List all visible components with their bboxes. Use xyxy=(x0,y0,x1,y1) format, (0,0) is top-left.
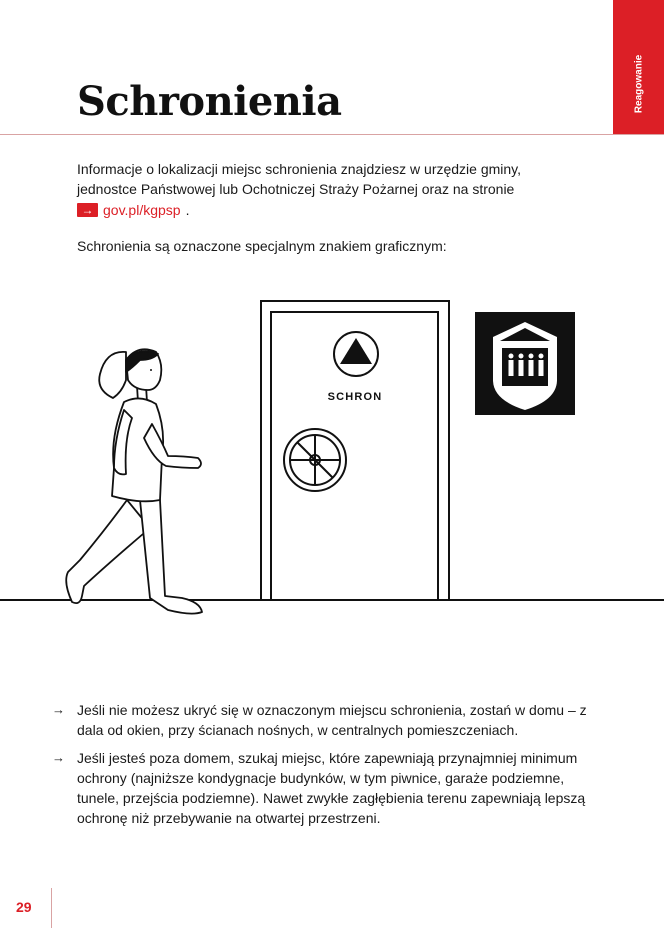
arrow-right-icon: → xyxy=(77,203,98,217)
door-sign-label: SCHRON xyxy=(327,391,383,403)
bullet-text: Jeśli jesteś poza domem, szukaj miejsc, które zapewniają przynajmniej minimum ochrony (najniższe kondygnacje budynków, w tym piwnice, garaże podziemne, tunele, przejścia podziemne). Nawet zwykłe zagłębienia terenu zapewniają lepszą ochronę niż przebywanie na otwartej przestrzeni. xyxy=(77,750,586,826)
footer-divider xyxy=(51,888,52,928)
link-suffix: . xyxy=(185,202,190,218)
section-label: Reagowanie xyxy=(633,54,645,114)
intro-paragraph-2: Schronienia są oznaczone specjalnym znakiem graficznym: xyxy=(77,238,447,254)
running-woman-figure xyxy=(66,349,202,613)
civil-defense-triangle-icon xyxy=(334,332,378,376)
shelter-illustration xyxy=(0,290,664,650)
bullet-list xyxy=(52,700,592,836)
vault-wheel-icon xyxy=(284,429,346,491)
kgpsp-link[interactable]: gov.pl/kgpsp xyxy=(103,202,181,218)
intro-paragraph xyxy=(77,159,577,220)
intro-line-1: Informacje o lokalizacji miejsc schronienia znajdziesz w urzędzie gminy, xyxy=(77,161,522,177)
list-item xyxy=(52,748,592,828)
title-divider xyxy=(0,134,664,135)
bullet-text: Jeśli nie możesz ukryć się w oznaczonym miejscu schronienia, zostań w domu – z dala od okien, przy ścianach nośnych, w centralnych pomieszczeniach. xyxy=(77,702,587,738)
list-item xyxy=(52,700,592,740)
arrow-right-icon: → xyxy=(52,702,65,717)
intro-line-2: jednostce Państwowej lub Ochotniczej Straży Pożarnej oraz na stronie xyxy=(77,181,515,197)
shelter-sign-icon xyxy=(475,312,575,415)
arrow-right-icon: → xyxy=(52,750,65,765)
link-row xyxy=(77,200,189,220)
page-title: Schronienia xyxy=(77,78,342,125)
page-number: 29 xyxy=(16,899,32,915)
